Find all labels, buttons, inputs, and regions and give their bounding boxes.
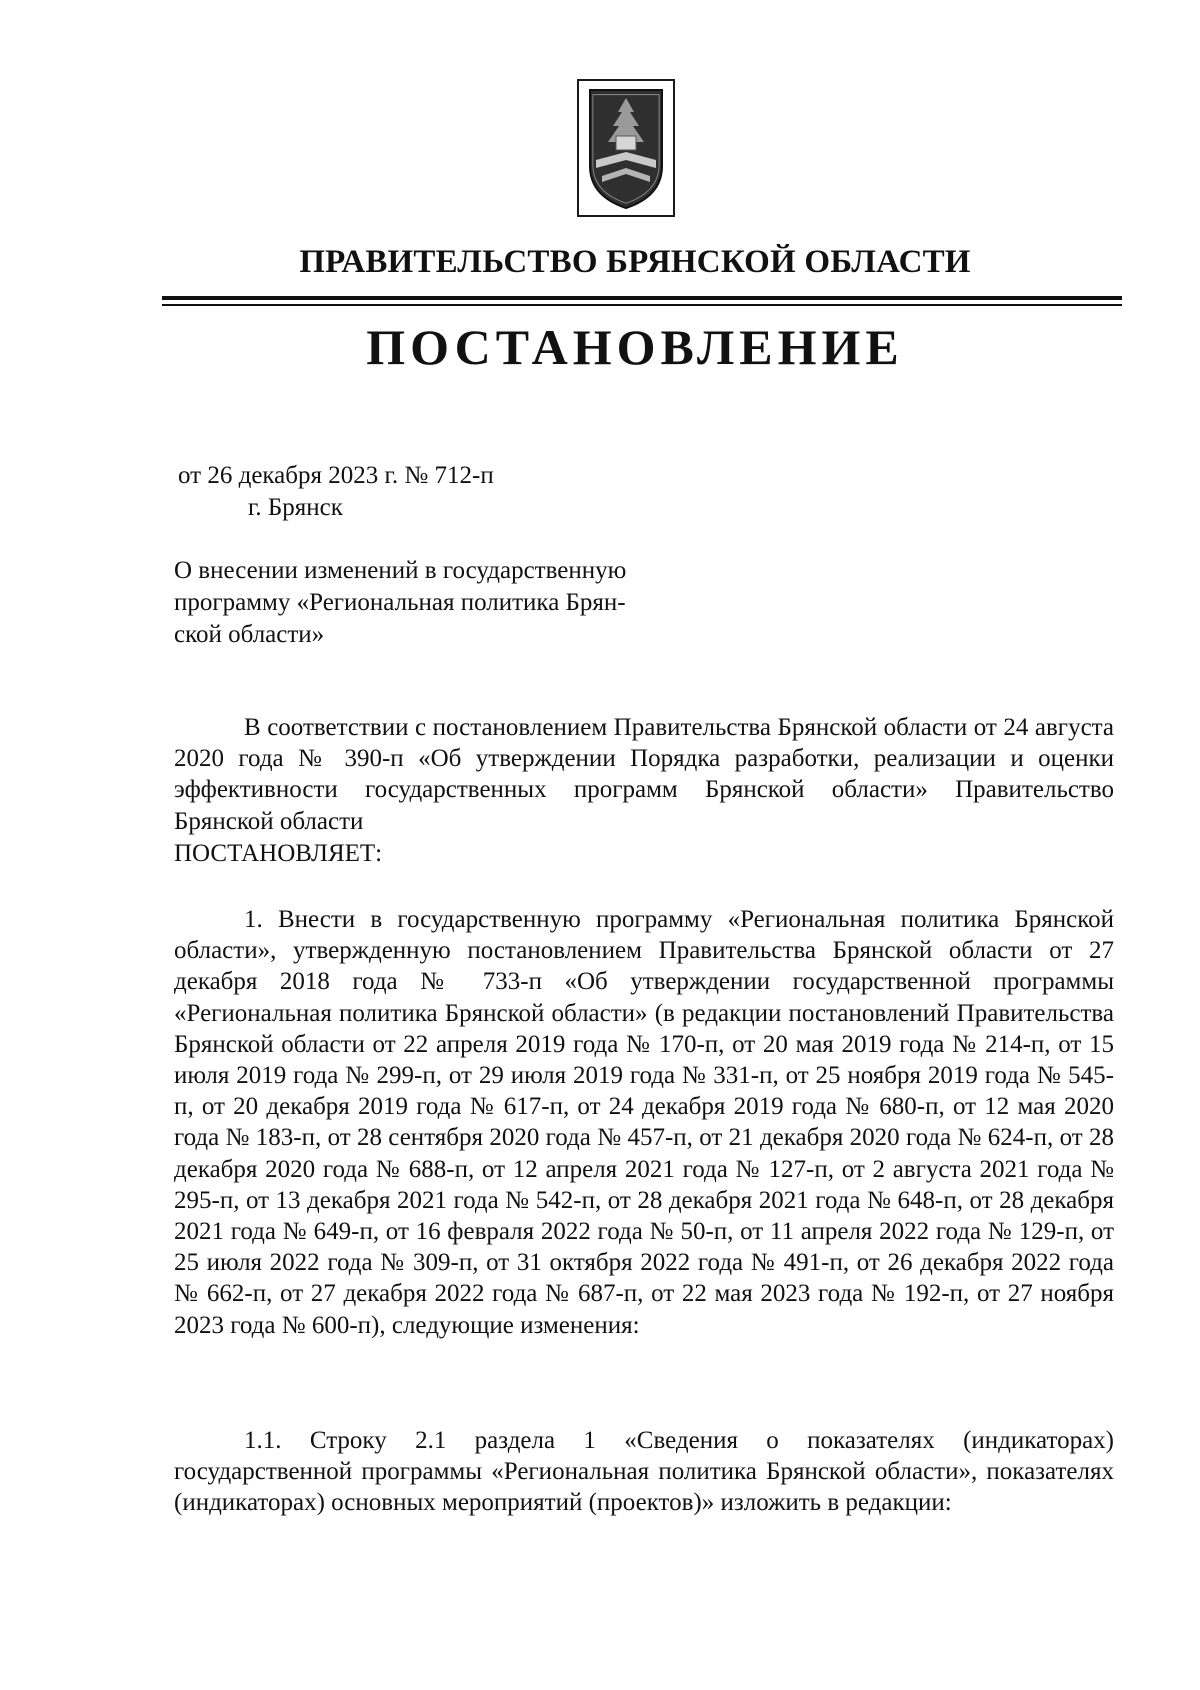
resolve-heading: ПОСТАНОВЛЯЕТ: <box>174 840 383 867</box>
intro-paragraph: В соответствии с постановлением Правительства Брянской области от 24 августа 2020 года № 390-п «Об утверждении Порядка разработки, реализации и оценки эффективности государственных программ Брянской области» Правительство Брянской области <box>174 714 1114 835</box>
document-city: г. Брянск <box>248 494 343 521</box>
document-subject <box>174 555 714 651</box>
subject-line: О внесении изменений в государственную <box>174 557 627 584</box>
header-rule-thick <box>162 296 1122 300</box>
item-1-1-paragraph: 1.1. Строку 2.1 раздела 1 «Сведения о показателях (индикаторах) государственной программы «Региональная политика Брянской области», показателях (индикаторах) основных мероприятий (проектов)» изложить в редакции: <box>174 1427 1114 1517</box>
coat-of-arms-icon <box>576 78 676 218</box>
item-1-paragraph: 1. Внести в государственную программу «Региональная политика Брянской области», утвержденную постановлением Правительства Брянской области от 27 декабря 2018 года № 733-п «Об утверждении государственной программы «Региональная политика Брянской области» (в редакции постановлений Правительства Брянской области от 22 апреля 2019 года № 170-п, от 20 мая 2019 года № 214-п, от 15 июля 2019 года № 299-п, от 29 июля 2019 года № 331-п, от 25 ноября 2019 года № 545-п, от 20 декабря 2019 года № 617-п, от 24 декабря 2019 года № 680-п, от 12 мая 2020 года № 183-п, от 28 сентября 2020 года № 457-п, от 21 декабря 2020 года № 624-п, от 28 декабря 2020 года № 688-п, от 12 апреля 2021 года № 127-п, от 2 августа 2021 года № 295-п, от 13 декабря 2021 года № 542-п, от 28 декабря 2021 года № 648-п, от 28 декабря 2021 года № 649-п, от 16 февраля 2022 года № 50-п, от 11 апреля 2022 года № 129-п, от 25 июля 2022 года № 309-п, от 31 октября 2022 года № 491-п, от 26 декабря 2022 года № 662-п, от 27 декабря 2022 года № 687-п, от 22 мая 2023 года № 192-п, от 27 ноября 2023 года № 600-п), следующие изменения: <box>174 906 1114 1339</box>
organization-title: ПРАВИТЕЛЬСТВО БРЯНСКОЙ ОБЛАСТИ <box>299 244 971 280</box>
subject-line: программу «Региональная политика Брян- <box>174 589 626 616</box>
document-date-number: от 26 декабря 2023 г. № 712-п <box>178 462 494 489</box>
header-rule-thin <box>162 304 1122 306</box>
document-type-title: ПОСТАНОВЛЕНИЕ <box>366 319 904 375</box>
subject-line: ской области» <box>174 621 325 648</box>
